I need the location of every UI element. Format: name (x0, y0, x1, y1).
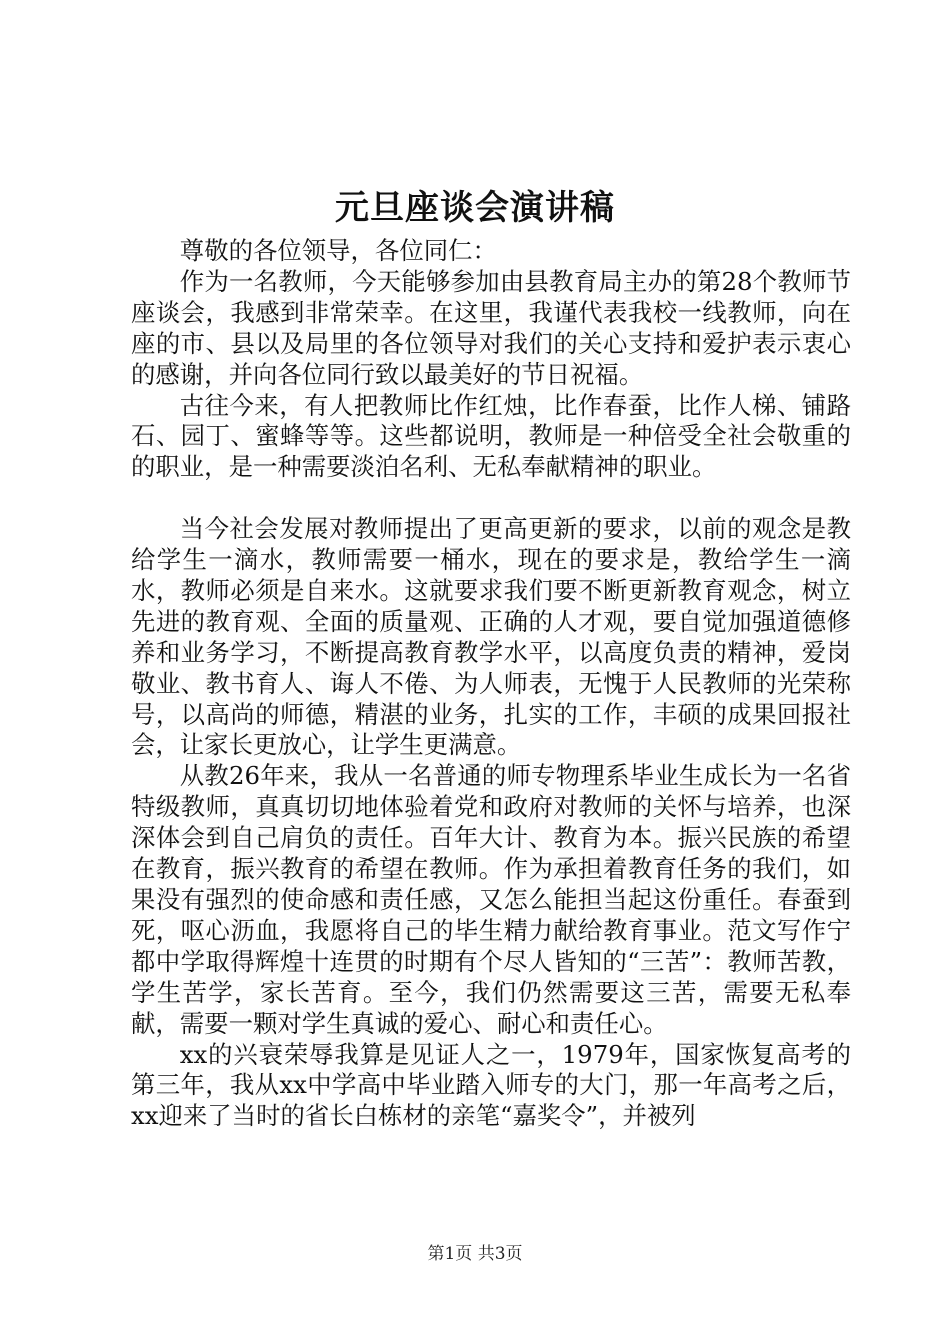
body-paragraph: 古往今来，有人把教师比作红烛，比作春蚕，比作人梯、铺路石、园丁、蜜蜂等等。这些都说明，教师是一种倍受全社会敬重的的职业，是一种需要淡泊名利、无私奉献精神的职业。 (131, 390, 851, 482)
body-paragraph: 作为一名教师，今天能够参加由县教育局主办的第28个教师节座谈会，我感到非常荣幸。在这里，我谨代表我校一线教师，向在座的市、县以及局里的各位领导对我们的关心支持和爱护表示衷心的感谢，并向各位同行致以最美好的节日祝福。 (131, 266, 851, 389)
body-paragraph: 从教26年来，我从一名普通的师专物理系毕业生成长为一名省特级教师，真真切切地体验着党和政府对教师的关怀与培养，也深深体会到自己肩负的责任。百年大计、教育为本。振兴民族的希望在教育，振兴教育的希望在教师。作为承担着教育任务的我们，如果没有强烈的使命感和责任感，又怎么能担当起这份重任。春蚕到死，呕心沥血，我愿将自己的毕生精力献给教育事业。范文写作宁都中学取得辉煌十连贯的时期有个尽人皆知的“三苦”：教师苦教，学生苦学，家长苦育。至今，我们仍然需要这三苦，需要无私奉献，需要一颗对学生真诚的爱心、耐心和责任心。 (131, 761, 851, 1038)
document-title: 元旦座谈会演讲稿 (335, 188, 615, 228)
body-paragraph: 当今社会发展对教师提出了更高更新的要求，以前的观念是教给学生一滴水，教师需要一桶水，现在的要求是，教给学生一滴水，教师必须是自来水。这就要求我们要不断更新教育观念，树立先进的教育观、全面的质量观、正确的人才观，要自觉加强道德修养和业务学习，不断提高教育教学水平，以高度负责的精神，爱岗敬业、教书育人、诲人不倦、为人师表，无愧于人民教师的光荣称号，以高尚的师德，精湛的业务，扎实的工作，丰硕的成果回报社会，让家长更放心，让学生更满意。 (131, 514, 851, 760)
document-body (131, 236, 851, 1132)
page-footer: 第1页 共3页 (427, 1244, 523, 1264)
body-paragraph: xx的兴衰荣辱我算是见证人之一，1979年，国家恢复高考的第三年，我从xx中学高中毕业踏入师专的大门，那一年高考之后，xx迎来了当时的省长白栋材的亲笔“嘉奖令”，并被列 (131, 1039, 851, 1131)
salutation-paragraph: 尊敬的各位领导，各位同仁： (179, 236, 497, 265)
